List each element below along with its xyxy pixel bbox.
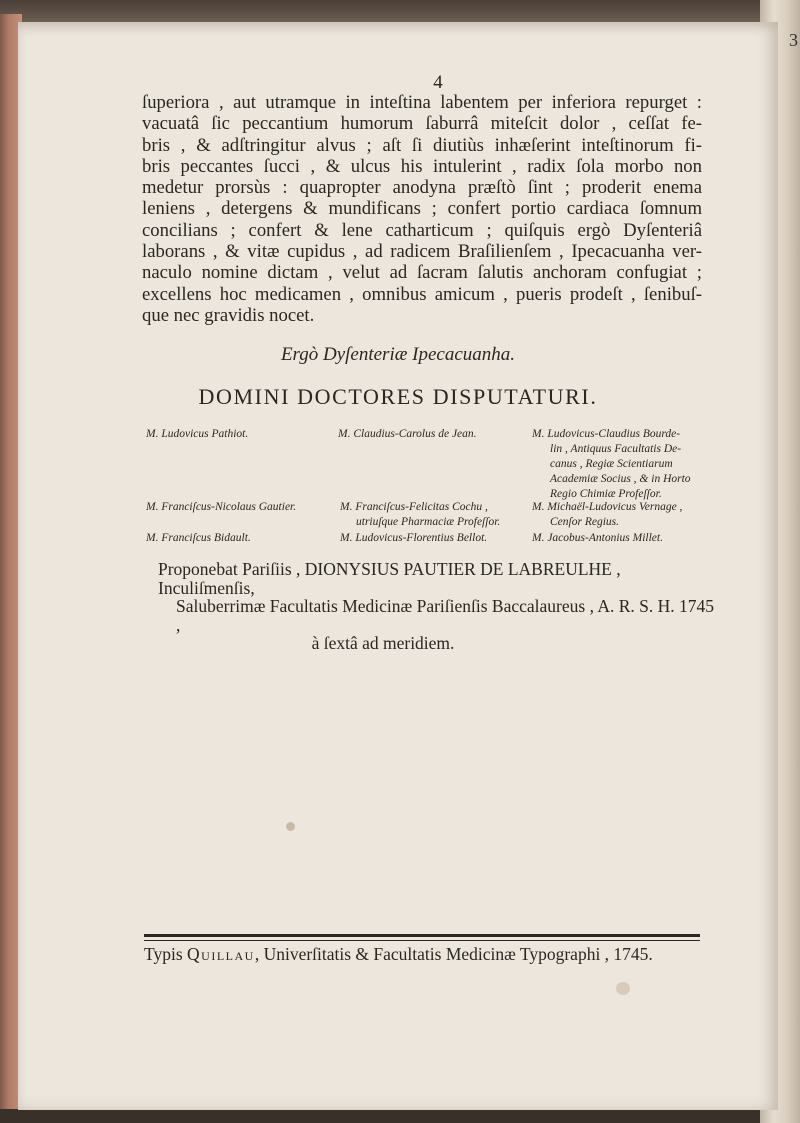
doctor-name: M. Franciſcus Bidault. (146, 532, 251, 544)
body-line: laborans , & vitæ cupidus , ad radicem Braſilienſem , Ipecacuanha ver- (142, 241, 702, 263)
next-page-number: 3 (789, 30, 798, 50)
doctors-heading: DOMINI DOCTORES DISPUTATURI. (198, 384, 598, 409)
doctor-name: M. Franciſcus-Felicitas Cochu , (340, 501, 488, 513)
body-line: medetur prorsùs : quapropter anodyna præſtò ſint ; proderit enema (142, 177, 702, 199)
doctor-name: M. Ludovicus-Claudius Bourde- (532, 428, 681, 440)
doctor-title: utriuſque Pharmaciæ Profeſſor. (356, 516, 501, 528)
body-line: bris , & adſtringitur alvus ; aſt ſi diutiùs inhæſerint inteſtinorum fi- (142, 134, 702, 156)
thesis-statement: Ergò Dyſenteriæ Ipecacuanha. (280, 344, 516, 365)
book-page (18, 22, 778, 1110)
doctor-name: M. Michaël-Ludovicus Vernage , (532, 501, 683, 513)
imprint-printer: Quillau (187, 944, 255, 964)
imprint-prefix: Typis (144, 944, 183, 964)
doctor-title: Regio Chimiæ Profeſſor. (550, 488, 662, 500)
body-line: leniens , detergens & mundificans ; confert portio cardiaca ſomnum (142, 198, 702, 220)
body-line: excellens hoc medicamen , omnibus amicum , pueris prodeſt , ſenibuſ- (142, 283, 702, 305)
doctor-title: lin , Antiquus Facultatis De- (550, 443, 682, 455)
ink-spot (286, 822, 295, 831)
page-number: 4 (433, 72, 443, 93)
footer-rule-thin (144, 940, 700, 941)
body-line: ſuperiora , aut utramque in inteſtina labentem per inferiora repurget : (142, 92, 702, 113)
proponebat-line: Saluberrimæ Facultatis Medicinæ Pariſienſis Baccalaureus , A. R. S. H. 1745 , (176, 596, 715, 635)
proponebat-line: Proponebat Pariſiis , DIONYSIUS PAUTIER DE LABREULHE , Inculiſmenſis, (158, 559, 621, 598)
doctor-name: M. Claudius-Carolus de Jean. (338, 428, 477, 440)
doctor-name: M. Ludovicus-Florentius Bellot. (340, 532, 488, 544)
book-top-edge (0, 0, 800, 22)
body-paragraph (142, 92, 702, 326)
stain-spot (616, 982, 630, 995)
imprint-rest: , Univerſitatis & Facultatis Medicinæ Typographi , 1745. (254, 944, 653, 964)
doctor-title: Cenſor Regius. (550, 516, 619, 528)
body-line: concilians ; confert & lene catharticum ; quiſquis ergò Dyſenteriâ (142, 219, 702, 241)
printer-imprint (144, 944, 704, 965)
body-line: bris peccantes ſucci , & ulcus his intulerint , radix ſola morbo non (142, 155, 702, 177)
proponebat-block (158, 560, 718, 653)
doctor-name: M. Franciſcus-Nicolaus Gautier. (146, 501, 297, 513)
doctor-name: M. Ludovicus Pathiot. (146, 428, 249, 440)
body-line: vacuatâ ſic peccantium humorum ſaburrâ miteſcit dolor , ceſſat fe- (142, 113, 702, 135)
body-line: que nec gravidis nocet. (142, 304, 315, 326)
doctor-title: Academiæ Socius , & in Horto (550, 473, 691, 485)
proponebat-line: à ſextâ ad meridiem. (311, 633, 455, 653)
body-line: naculo nomine dictam , velut ad ſacram ſalutis anchoram confugiat ; (142, 262, 702, 284)
doctor-name: M. Jacobus-Antonius Millet. (532, 532, 663, 544)
footer-rule (144, 934, 700, 937)
doctor-title: canus , Regiæ Scientiarum (550, 458, 673, 470)
